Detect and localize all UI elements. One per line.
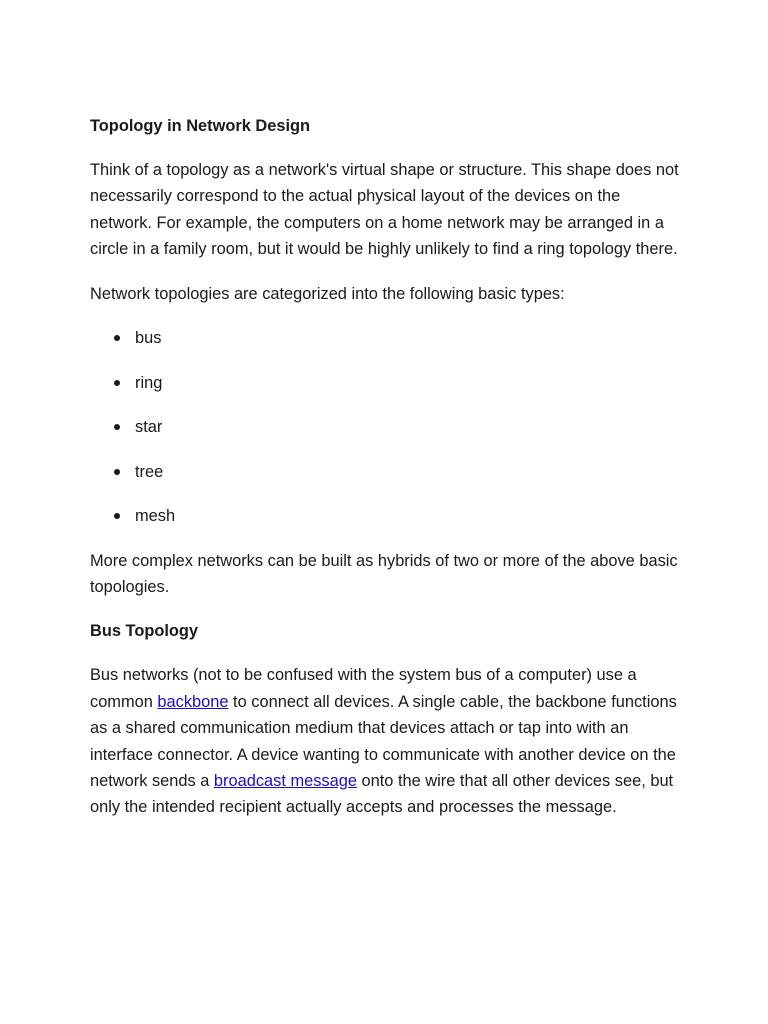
intro-paragraph: Think of a topology as a network's virtual shape or structure. This shape does not necessarily correspond to the actual physical layout of the devices on the network. For example, the computers on a home network may be arranged in a circle in a family room, but it would be highly unlikely to find a ring topology there. (90, 161, 679, 259)
topology-types-list (90, 325, 680, 529)
document-page (90, 113, 680, 821)
bus-text-part2: to connect all devices. A single cable, the backbone functions as a shared communication medium that devices attach or tap into with an interface connector. A device wanting to communicate with another device on the network sends a (90, 692, 677, 790)
list-item-label: bus (135, 329, 162, 348)
bus-text-part3: onto the wire that all other devices see, but only the intended recipient actually accepts and processes the message. (90, 771, 674, 817)
hybrid-paragraph: More complex networks can be built as hybrids of two or more of the above basic topologies. (90, 551, 678, 596)
types-intro-paragraph: Network topologies are categorized into the following basic types: (90, 284, 565, 303)
bus-text-part1: Bus networks (not to be confused with the system bus of a computer) use a common (90, 666, 637, 711)
list-item (90, 459, 680, 485)
list-item-label: star (135, 418, 163, 437)
list-item-label: tree (135, 462, 164, 481)
bus-paragraph (90, 662, 680, 820)
bullet-icon (114, 469, 120, 475)
list-item-label: ring (135, 373, 163, 392)
bullet-icon (114, 335, 120, 341)
list-item-label: mesh (135, 507, 176, 526)
list-item (90, 503, 680, 529)
broadcast-message-link[interactable]: broadcast message (213, 771, 357, 790)
backbone-link[interactable]: backbone (157, 692, 229, 711)
list-item (90, 325, 680, 351)
section-heading-bus: Bus Topology (90, 622, 199, 641)
list-item (90, 414, 680, 440)
bullet-icon (114, 424, 120, 430)
bullet-icon (114, 380, 120, 386)
bullet-icon (114, 513, 120, 519)
list-item (90, 370, 680, 396)
section-heading-topology: Topology in Network Design (90, 117, 311, 135)
